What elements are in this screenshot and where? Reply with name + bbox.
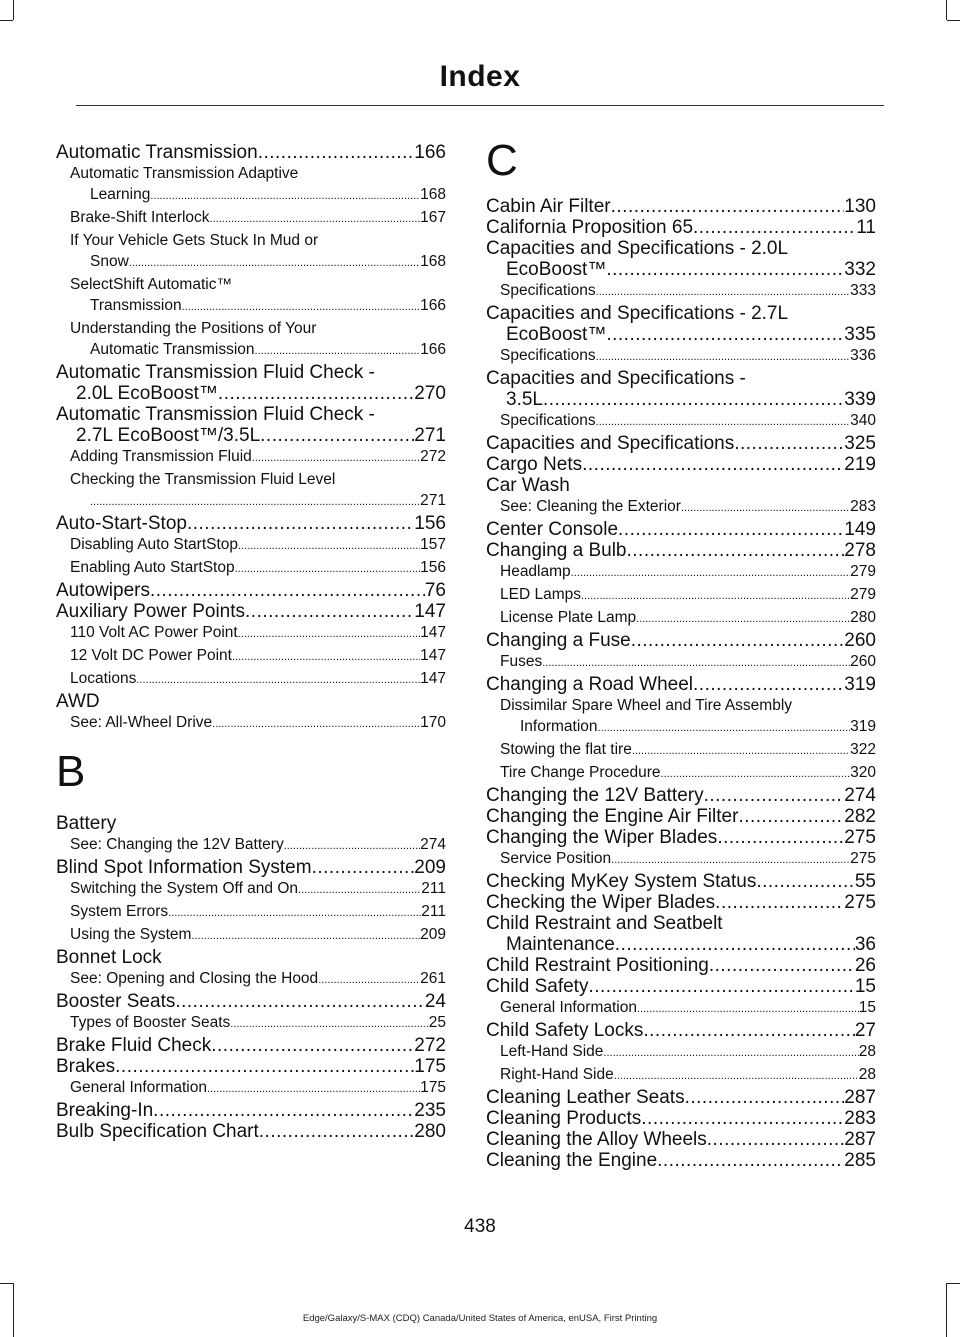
index-entry[interactable]: Changing the 12V Battery ..... 274 (486, 785, 876, 806)
index-subentry[interactable]: System Errors ..... 211 (56, 901, 446, 924)
index-subentry[interactable]: Transmission ..... 166 (56, 295, 446, 318)
index-entry-line[interactable]: Capacities and Specifications - (486, 368, 746, 389)
index-column-left (56, 142, 446, 1142)
index-subentry[interactable]: Headlamp ..... 279 (486, 561, 876, 584)
index-subentry[interactable]: License Plate Lamp ..... 280 (486, 607, 876, 630)
section-letter-b: B (56, 747, 86, 796)
index-entry-line[interactable]: Automatic Transmission Fluid Check - (56, 404, 375, 425)
index-entry[interactable]: Child Restraint Positioning ..... 26 (486, 955, 876, 976)
index-subentry[interactable]: Types of Booster Seats ..... 25 (56, 1012, 446, 1035)
index-entry[interactable]: California Proposition 65 ..... 11 (486, 217, 876, 238)
index-subentry-line[interactable]: If Your Vehicle Gets Stuck In Mud or (70, 232, 319, 249)
page-title: Index (439, 60, 521, 93)
index-subentry-line[interactable]: Automatic Transmission Adaptive (70, 165, 299, 182)
footer-text: Edge/Galaxy/S-MAX (CDQ) Canada/United States of America, enUSA, First Printing (302, 1313, 658, 1324)
header-rule (76, 105, 884, 106)
index-entry[interactable]: Brakes ..... 175 (56, 1056, 446, 1077)
index-entry[interactable]: EcoBoost™ ..... 332 (486, 259, 876, 280)
index-subentry-line[interactable]: SelectShift Automatic™ (70, 276, 232, 293)
index-entry[interactable]: Checking MyKey System Status ..... 55 (486, 871, 876, 892)
index-subentry[interactable]: Right-Hand Side ..... 28 (486, 1064, 876, 1087)
index-subentry[interactable]: Automatic Transmission ..... 166 (56, 339, 446, 362)
index-subentry[interactable]: See: All-Wheel Drive ..... 170 (56, 712, 446, 735)
index-entry[interactable]: 2.7L EcoBoost™/3.5L ..... 271 (56, 425, 446, 446)
index-entry[interactable]: Cleaning Leather Seats ..... 287 (486, 1087, 876, 1108)
index-entry-heading[interactable]: AWD (56, 691, 100, 712)
section-letter-c: C (486, 136, 518, 185)
index-entry[interactable]: Cabin Air Filter ..... 130 (486, 196, 876, 217)
index-subentry[interactable]: Service Position ..... 275 (486, 848, 876, 871)
index-entry[interactable]: Auxiliary Power Points ..... 147 (56, 601, 446, 622)
crop-mark-top-right-h (947, 20, 960, 21)
index-entry[interactable]: Center Console ..... 149 (486, 519, 876, 540)
index-entry[interactable]: 3.5L ..... 339 (486, 389, 876, 410)
index-entry-line[interactable]: Capacities and Specifications - 2.0L (486, 238, 789, 259)
crop-mark-top-right (946, 0, 947, 20)
index-subentry[interactable]: Snow ..... 168 (56, 251, 446, 274)
index-subentry[interactable]: Specifications ..... 336 (486, 345, 876, 368)
index-subentry[interactable]: LED Lamps ..... 279 (486, 584, 876, 607)
index-subentry[interactable]: Enabling Auto StartStop ..... 156 (56, 557, 446, 580)
index-subentry[interactable]: Stowing the flat tire ..... 322 (486, 739, 876, 762)
index-subentry[interactable]: Locations ..... 147 (56, 668, 446, 691)
index-subentry-line[interactable]: Dissimilar Spare Wheel and Tire Assembly (500, 697, 793, 714)
index-subentry[interactable]: Disabling Auto StartStop ..... 157 (56, 534, 446, 557)
index-entry[interactable]: Changing a Bulb ..... 278 (486, 540, 876, 561)
index-subentry[interactable]: 110 Volt AC Power Point ..... 147 (56, 622, 446, 645)
index-entry[interactable]: Bulb Specification Chart ..... 280 (56, 1121, 446, 1142)
index-entry-line[interactable]: Child Restraint and Seatbelt (486, 913, 723, 934)
index-column-right (486, 138, 876, 1171)
index-entry-line[interactable]: Capacities and Specifications - 2.7L (486, 303, 789, 324)
index-subentry[interactable]: 12 Volt DC Power Point ..... 147 (56, 645, 446, 668)
index-entry[interactable]: Capacities and Specifications ..... 325 (486, 433, 876, 454)
index-subentry[interactable]: ..... 271 (56, 490, 446, 513)
index-subentry-line[interactable]: Understanding the Positions of Your (70, 320, 317, 337)
page-number: 438 (464, 1216, 496, 1237)
index-entry[interactable]: Changing a Fuse ..... 260 (486, 630, 876, 651)
index-subentry[interactable]: Information ..... 319 (486, 716, 876, 739)
index-entry-heading[interactable]: Bonnet Lock (56, 947, 162, 968)
crop-mark-bottom-left (13, 1283, 14, 1337)
index-subentry[interactable]: Learning ..... 168 (56, 184, 446, 207)
index-subentry[interactable]: See: Opening and Closing the Hood ..... 261 (56, 968, 446, 991)
index-entry[interactable]: Blind Spot Information System ..... 209 (56, 857, 446, 878)
index-subentry-line[interactable]: Checking the Transmission Fluid Level (70, 471, 336, 488)
index-subentry[interactable]: Brake-Shift Interlock ..... 167 (56, 207, 446, 230)
index-subentry[interactable]: Left-Hand Side ..... 28 (486, 1041, 876, 1064)
index-entry[interactable]: EcoBoost™ ..... 335 (486, 324, 876, 345)
crop-mark-bottom-left-h (0, 1283, 13, 1284)
index-entry[interactable]: Autowipers ..... 76 (56, 580, 446, 601)
crop-mark-top-left-h (0, 20, 13, 21)
index-subentry[interactable]: Adding Transmission Fluid ..... 272 (56, 446, 446, 469)
index-entry[interactable]: Maintenance ..... 36 (486, 934, 876, 955)
index-entry[interactable]: 2.0L EcoBoost™ ..... 270 (56, 383, 446, 404)
index-entry-heading[interactable]: Car Wash (486, 475, 570, 496)
index-subentry[interactable]: General Information ..... 175 (56, 1077, 446, 1100)
index-entry-line[interactable]: Automatic Transmission Fluid Check - (56, 362, 375, 383)
index-entry[interactable]: Child Safety ..... 15 (486, 976, 876, 997)
index-entry[interactable]: Cargo Nets ..... 219 (486, 454, 876, 475)
index-entry[interactable]: Changing the Engine Air Filter ..... 282 (486, 806, 876, 827)
index-subentry[interactable]: Switching the System Off and On ..... 211 (56, 878, 446, 901)
index-subentry[interactable]: Specifications ..... 340 (486, 410, 876, 433)
index-entry[interactable]: Cleaning the Engine ..... 285 (486, 1150, 876, 1171)
index-entry[interactable]: Cleaning the Alloy Wheels ..... 287 (486, 1129, 876, 1150)
index-subentry[interactable]: Specifications ..... 333 (486, 280, 876, 303)
index-entry[interactable]: Cleaning Products ..... 283 (486, 1108, 876, 1129)
index-entry[interactable]: Breaking-In ..... 235 (56, 1100, 446, 1121)
index-subentry[interactable]: Fuses ..... 260 (486, 651, 876, 674)
index-entry[interactable]: Changing the Wiper Blades ..... 275 (486, 827, 876, 848)
crop-mark-top-left (13, 0, 14, 20)
index-entry[interactable]: Auto-Start-Stop ..... 156 (56, 513, 446, 534)
index-subentry[interactable]: Tire Change Procedure ..... 320 (486, 762, 876, 785)
index-subentry[interactable]: See: Cleaning the Exterior ..... 283 (486, 496, 876, 519)
index-entry-heading[interactable]: Battery (56, 813, 117, 834)
index-entry[interactable]: Brake Fluid Check ..... 272 (56, 1035, 446, 1056)
crop-mark-bottom-right-h (947, 1283, 960, 1284)
index-entry[interactable]: Booster Seats ..... 24 (56, 991, 446, 1012)
index-entry[interactable]: Changing a Road Wheel ..... 319 (486, 674, 876, 695)
index-entry[interactable]: Checking the Wiper Blades ..... 275 (486, 892, 876, 913)
index-subentry[interactable]: General Information ..... 15 (486, 997, 876, 1020)
index-subentry[interactable]: See: Changing the 12V Battery ..... 274 (56, 834, 446, 857)
index-subentry[interactable]: Using the System ..... 209 (56, 924, 446, 947)
index-entry[interactable]: Child Safety Locks ..... 27 (486, 1020, 876, 1041)
index-entry[interactable]: Automatic Transmission ..... 166 (56, 142, 446, 163)
crop-mark-bottom-right (946, 1283, 947, 1337)
